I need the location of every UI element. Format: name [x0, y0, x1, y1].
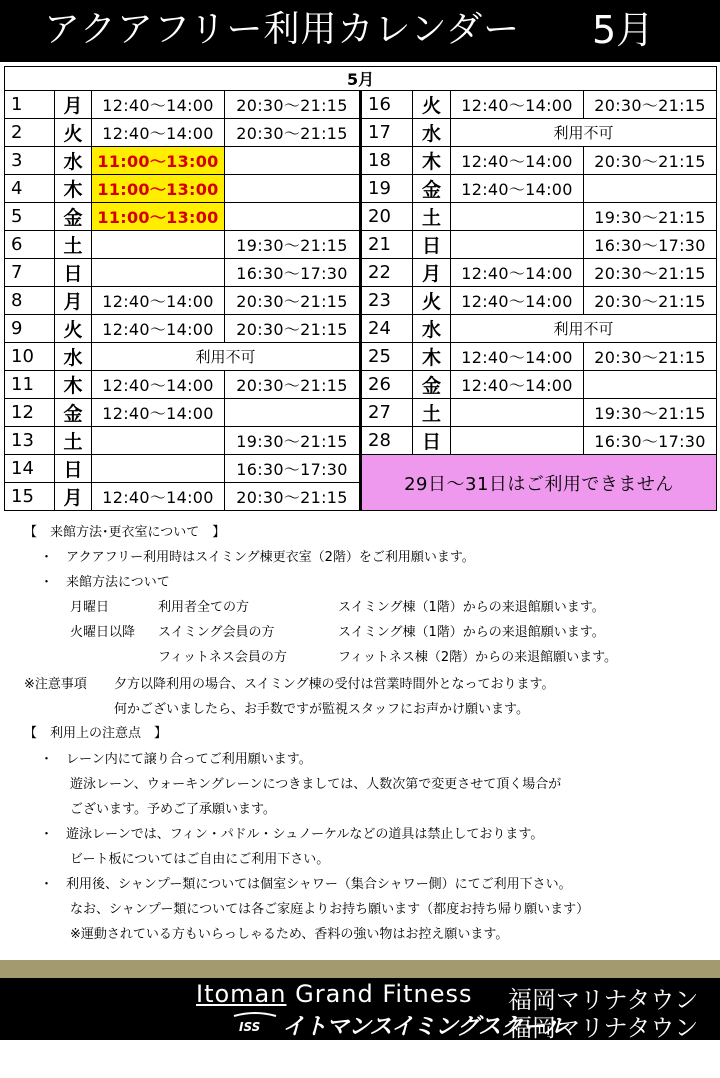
time-slot-cell: 11:00～13:00: [92, 203, 225, 231]
date-cell: 20: [361, 203, 413, 231]
closed-days-notice: 29日～31日はご利用できません: [361, 455, 717, 511]
date-cell: 16: [361, 91, 413, 119]
weekday-cell: 木: [55, 175, 92, 203]
access-how: スイミング棟（1階）からの来退館願います。: [338, 625, 605, 640]
time-slot-cell: 20:30～21:15: [584, 287, 717, 315]
weekday-cell: 木: [413, 147, 451, 175]
weekday-cell: 水: [413, 315, 451, 343]
section-heading-usage: 【 利用上の注意点 】: [24, 726, 168, 741]
caution-text: 何かございましたら、お手数ですが監視スタッフにお声かけ願います。: [114, 702, 529, 717]
weekday-cell: 金: [55, 399, 92, 427]
time-slot-cell: [92, 259, 225, 287]
date-cell: 9: [5, 315, 55, 343]
weekday-cell: 火: [55, 119, 92, 147]
time-slot-cell: 12:40～14:00: [451, 175, 584, 203]
calendar-row: [5, 203, 717, 231]
time-slot-cell: [584, 175, 717, 203]
date-cell: 1: [5, 91, 55, 119]
access-how: スイミング棟（1階）からの来退館願います。: [338, 600, 605, 615]
time-slot-cell: 20:30～21:15: [225, 119, 361, 147]
date-cell: 5: [5, 203, 55, 231]
date-cell: 3: [5, 147, 55, 175]
calendar-row: [5, 175, 717, 203]
time-slot-cell: [225, 147, 361, 175]
time-slot-cell: 12:40～14:00: [451, 259, 584, 287]
weekday-cell: 水: [413, 119, 451, 147]
weekday-cell: 水: [55, 343, 92, 371]
weekday-cell: 金: [413, 371, 451, 399]
access-row-monday: [0, 595, 720, 620]
date-cell: 21: [361, 231, 413, 259]
weekday-cell: 月: [55, 483, 92, 511]
access-row-fitness: [0, 645, 720, 670]
unavailable-cell: 利用不可: [451, 119, 717, 147]
weekday-cell: 日: [413, 231, 451, 259]
access-day: 月曜日: [70, 600, 110, 615]
date-cell: 8: [5, 287, 55, 315]
time-slot-cell: 20:30～21:15: [225, 483, 361, 511]
time-slot-cell: 20:30～21:15: [225, 91, 361, 119]
footer-accent-bar: [0, 960, 720, 978]
time-slot-cell: 12:40～14:00: [451, 343, 584, 371]
weekday-cell: 土: [413, 399, 451, 427]
title-bar: [0, 0, 720, 62]
time-slot-cell: 11:00～13:00: [92, 175, 225, 203]
date-cell: 18: [361, 147, 413, 175]
brand-name: Itoman Grand Fitness: [196, 980, 473, 1008]
access-day: 火曜日以降: [70, 625, 136, 640]
access-row-tuesday: [0, 620, 720, 645]
month-title: 5月: [592, 8, 655, 52]
weekday-cell: 金: [55, 203, 92, 231]
calendar-row: [5, 371, 717, 399]
date-cell: 22: [361, 259, 413, 287]
weekday-cell: 日: [55, 259, 92, 287]
time-slot-cell: 12:40～14:00: [451, 287, 584, 315]
date-cell: 2: [5, 119, 55, 147]
time-slot-cell: 20:30～21:15: [584, 343, 717, 371]
calendar-body: [5, 91, 717, 511]
date-cell: 12: [5, 399, 55, 427]
date-cell: 4: [5, 175, 55, 203]
school-location-label: 福岡マリナタウン校: [508, 1014, 699, 1077]
time-slot-cell: 12:40～14:00: [92, 399, 225, 427]
time-slot-cell: 19:30～21:15: [584, 203, 717, 231]
calendar-row: [5, 399, 717, 427]
time-slot-cell: 16:30～17:30: [584, 231, 717, 259]
calendar-row: [5, 427, 717, 455]
date-cell: 24: [361, 315, 413, 343]
time-slot-cell: 12:40～14:00: [451, 147, 584, 175]
weekday-cell: 日: [55, 455, 92, 483]
time-slot-cell: 12:40～14:00: [92, 91, 225, 119]
calendar-month-header: 5月: [5, 67, 717, 91]
time-slot-cell: 12:40～14:00: [92, 287, 225, 315]
date-cell: 26: [361, 371, 413, 399]
time-slot-cell: 19:30～21:15: [584, 399, 717, 427]
location-label: 福岡マリナタウン: [508, 986, 699, 1014]
section-heading-access: 【 来館方法･更衣室について 】: [24, 525, 226, 540]
weekday-cell: 土: [413, 203, 451, 231]
school-name: イトマンスイミングスクール: [282, 1014, 566, 1040]
calendar-row: [5, 287, 717, 315]
note-item: ・ 来館方法について: [40, 575, 170, 590]
time-slot-cell: 20:30～21:15: [225, 315, 361, 343]
time-slot-cell: [584, 371, 717, 399]
weekday-cell: 土: [55, 427, 92, 455]
time-slot-cell: 11:00～13:00: [92, 147, 225, 175]
access-how: フィットネス棟（2階）からの来退館願います。: [338, 650, 618, 665]
weekday-cell: 日: [413, 427, 451, 455]
access-who: スイミング会員の方: [158, 625, 275, 640]
weekday-cell: 月: [55, 287, 92, 315]
note-text: 遊泳レーン、ウォーキングレーンにつきましては、人数次第で変更させて頂く場合が: [70, 777, 562, 792]
date-cell: 19: [361, 175, 413, 203]
date-cell: 14: [5, 455, 55, 483]
time-slot-cell: 20:30～21:15: [584, 91, 717, 119]
note-text: ビート板についてはご自由にご利用下さい。: [70, 852, 330, 867]
page-title: アクアフリー利用カレンダー: [44, 9, 521, 50]
time-slot-cell: 12:40～14:00: [451, 91, 584, 119]
time-slot-cell: 12:40～14:00: [92, 483, 225, 511]
time-slot-cell: 19:30～21:15: [225, 427, 361, 455]
time-slot-cell: 20:30～21:15: [225, 287, 361, 315]
svg-text:ISS: ISS: [239, 1020, 261, 1034]
calendar-row: [5, 231, 717, 259]
weekday-cell: 金: [413, 175, 451, 203]
date-cell: 17: [361, 119, 413, 147]
unavailable-cell: 利用不可: [92, 343, 361, 371]
time-slot-cell: [225, 203, 361, 231]
time-slot-cell: [225, 399, 361, 427]
iss-logo-icon: [232, 1010, 278, 1034]
time-slot-cell: [451, 427, 584, 455]
weekday-cell: 木: [413, 343, 451, 371]
date-cell: 7: [5, 259, 55, 287]
time-slot-cell: 20:30～21:15: [225, 371, 361, 399]
date-cell: 25: [361, 343, 413, 371]
time-slot-cell: 12:40～14:00: [92, 371, 225, 399]
weekday-cell: 月: [413, 259, 451, 287]
caution-text: 夕方以降利用の場合、スイミング棟の受付は営業時間外となっております。: [114, 677, 555, 692]
time-slot-cell: [225, 175, 361, 203]
weekday-cell: 火: [55, 315, 92, 343]
calendar-row: [5, 119, 717, 147]
note-text: なお、シャンプー類については各ご家庭よりお持ち願います（都度お持ち帰り願います）: [70, 902, 590, 917]
time-slot-cell: [451, 399, 584, 427]
time-slot-cell: [92, 455, 225, 483]
time-slot-cell: 12:40～14:00: [92, 315, 225, 343]
weekday-cell: 火: [413, 91, 451, 119]
time-slot-cell: [92, 427, 225, 455]
date-cell: 15: [5, 483, 55, 511]
caution-label: ※注意事項: [24, 677, 87, 692]
calendar-row: [5, 259, 717, 287]
time-slot-cell: [451, 231, 584, 259]
time-slot-cell: [92, 231, 225, 259]
date-cell: 23: [361, 287, 413, 315]
weekday-cell: 土: [55, 231, 92, 259]
note-item: ・ アクアフリー利用時はスイミング棟更衣室（2階）をご利用願います。: [40, 550, 475, 565]
calendar-row: [5, 343, 717, 371]
note-text: ございます。予めご了承願います。: [70, 802, 276, 817]
time-slot-cell: 12:40～14:00: [92, 119, 225, 147]
time-slot-cell: 16:30～17:30: [225, 259, 361, 287]
weekday-cell: 木: [55, 371, 92, 399]
date-cell: 11: [5, 371, 55, 399]
calendar-row: [5, 147, 717, 175]
time-slot-cell: 20:30～21:15: [584, 147, 717, 175]
unavailable-cell: 利用不可: [451, 315, 717, 343]
weekday-cell: 月: [55, 91, 92, 119]
note-item: ・ 遊泳レーンでは、フィン・パドル・シュノーケルなどの道具は禁止しております。: [40, 827, 544, 842]
weekday-cell: 水: [55, 147, 92, 175]
date-cell: 28: [361, 427, 413, 455]
time-slot-cell: 16:30～17:30: [584, 427, 717, 455]
calendar-row: [5, 455, 717, 483]
date-cell: 6: [5, 231, 55, 259]
access-who: フィットネス会員の方: [158, 650, 287, 665]
calendar-row: [5, 91, 717, 119]
calendar-table: [4, 66, 717, 511]
time-slot-cell: 16:30～17:30: [225, 455, 361, 483]
date-cell: 13: [5, 427, 55, 455]
date-cell: 10: [5, 343, 55, 371]
access-who: 利用者全ての方: [158, 600, 250, 615]
time-slot-cell: 12:40～14:00: [451, 371, 584, 399]
date-cell: 27: [361, 399, 413, 427]
time-slot-cell: 19:30～21:15: [225, 231, 361, 259]
time-slot-cell: 20:30～21:15: [584, 259, 717, 287]
note-item: ・ 利用後、シャンプー類については個室シャワー（集合シャワー側）にてご利用下さい。: [40, 877, 572, 892]
note-text: ※運動されている方もいらっしゃるため、香料の強い物はお控え願います。: [70, 927, 509, 942]
note-item: ・ レーン内にて譲り合ってご利用願います。: [40, 752, 312, 767]
time-slot-cell: [451, 203, 584, 231]
calendar-row: [5, 315, 717, 343]
weekday-cell: 火: [413, 287, 451, 315]
footer: [0, 978, 720, 1077]
